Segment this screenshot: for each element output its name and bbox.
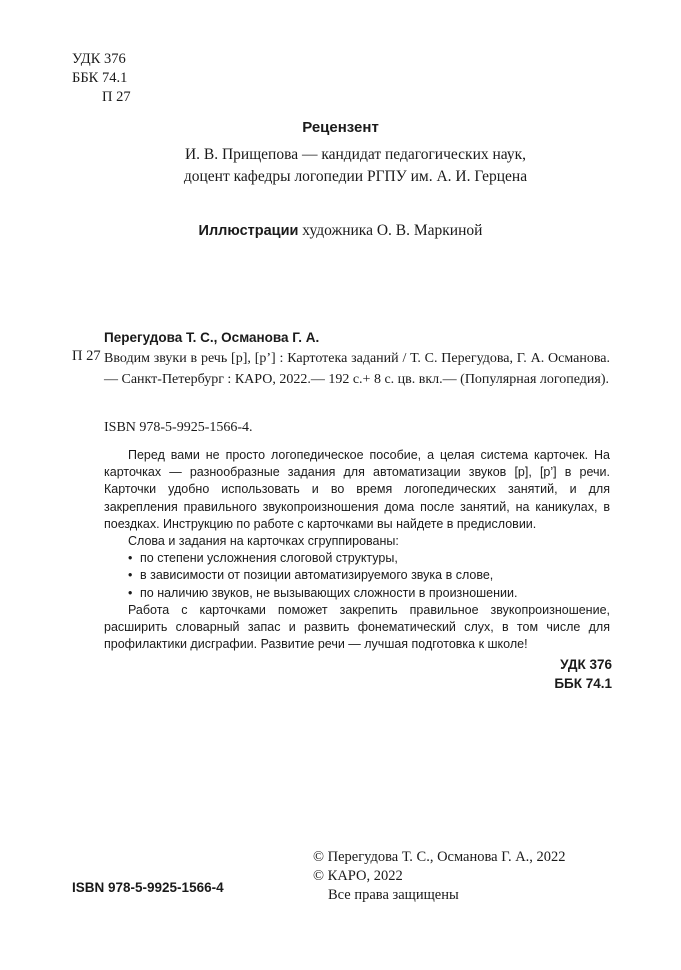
reviewer-line-2: доцент кафедры логопедии РГПУ им. А. И. Герцена <box>183 168 528 185</box>
classification-codes <box>72 50 131 107</box>
bbk-code: ББК 74.1 <box>72 70 128 86</box>
rights-reserved: Все права защищены <box>328 887 459 903</box>
reviewer-heading: Рецензент <box>302 119 379 136</box>
bottom-udk-code: УДК 376 <box>560 657 612 672</box>
list-item: • по наличию звуков, не вызывающих сложности в произношении. <box>128 585 610 602</box>
bottom-bbk-code: ББК 74.1 <box>554 676 612 691</box>
abstract-paragraph-2: Слова и задания на карточках сгруппированы: <box>128 534 399 549</box>
catalog-authors: Перегудова Т. С., Османова Г. А. <box>104 330 320 345</box>
abstract-paragraph-1: Перед вами не просто логопедическое пособие, а целая система карточек. На карточках — разнообразные задания для автоматизации звуков [р], [р’] в речи. Карточки удобно использовать и во время логопедических занятий, и для закрепления правильного звукопроизношения дома после занятий, на каникулах, в поездках. Инструкцию по работе с карточками вы найдете в предисловии. <box>104 448 610 531</box>
list-item: • в зависимости от позиции автоматизируемого звука в слове, <box>128 567 610 584</box>
illustrations-credit <box>0 222 681 240</box>
author-mark: П 27 <box>102 89 131 105</box>
illustrations-label: Иллюстрации <box>198 223 299 239</box>
catalog-description: Вводим звуки в речь [р], [р’] : Картотека заданий / Т. С. Перегудова, Г. А. Османова.— Санкт-Петербург : КАРО, 2022.— 192 с.+ 8 с. цв. вкл.— (Популярная логопедия). <box>104 351 610 387</box>
copyright-block <box>313 848 566 905</box>
reviewer-info <box>0 144 681 188</box>
catalog-isbn: ISBN 978-5-9925-1566-4. <box>104 420 253 435</box>
illustrations-text: художника О. В. Маркиной <box>302 222 483 239</box>
abstract <box>104 447 610 653</box>
reviewer-line-1: И. В. Прищепова — кандидат педагогических наук, <box>184 146 527 163</box>
bottom-isbn: ISBN 978-5-9925-1566-4 <box>72 880 224 895</box>
udk-code: УДК 376 <box>72 51 126 67</box>
copyright-line-2: © КАРО, 2022 <box>313 868 403 884</box>
bottom-classification-codes <box>450 655 612 693</box>
list-item: • по степени усложнения слоговой структуры, <box>128 550 610 567</box>
abstract-bullet-list <box>104 550 610 602</box>
catalog-code: П 27 <box>72 348 101 364</box>
copyright-line-1: © Перегудова Т. С., Османова Г. А., 2022 <box>313 849 566 865</box>
abstract-paragraph-3: Работа с карточками поможет закрепить правильное звукопроизношение, расширить словарный запас и развить фонематический слух, в том числе для профилактики дисграфии. Развитие речи — лучшая подготовка к школе! <box>104 602 610 652</box>
